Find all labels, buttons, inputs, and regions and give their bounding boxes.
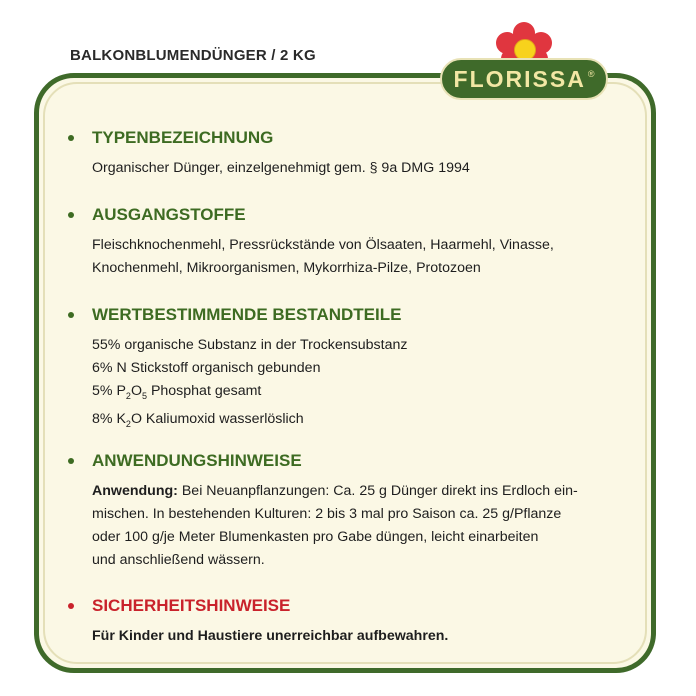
registered-mark: ®	[587, 69, 595, 79]
section-body	[92, 625, 638, 648]
k2o-line: 8% $K_2O$ Kaliumoxid wasserlöslich	[92, 410, 304, 429]
bullet-dot-icon	[68, 312, 74, 318]
body-line: und anschließend wässern.	[92, 552, 265, 568]
section-wertbestimmende-bestandteile	[68, 305, 638, 436]
bullet-dot-icon	[68, 603, 74, 609]
body-line: Organischer Dünger, einzelgenehmigt gem. § 9a DMG 1994	[92, 160, 470, 176]
section-body	[92, 480, 638, 572]
heading-text: ANWENDUNGSHINWEISE	[92, 451, 302, 470]
heading-text: SICHERHEITSHINWEISE	[92, 596, 291, 615]
product-title: BALKONBLUMENDÜNGER / 2 KG	[70, 47, 316, 64]
bullet-dot-icon	[68, 135, 74, 141]
brand-badge	[440, 58, 608, 100]
bullet-dot-icon	[68, 212, 74, 218]
section-heading	[68, 305, 638, 325]
bullet-dot-icon	[68, 458, 74, 464]
section-heading	[68, 205, 638, 225]
section-typenbezeichnung	[68, 128, 638, 180]
section-anwendungshinweise	[68, 451, 638, 572]
anwendung-label: Anwendung:	[92, 483, 178, 499]
body-line: 6% N Stickstoff organisch gebunden	[92, 360, 321, 376]
body-line: mischen. In bestehenden Kulturen: 2 bis 3 mal pro Saison ca. 25 g/Pflanze	[92, 506, 562, 522]
section-heading	[68, 451, 638, 471]
body-line: 55% organische Substanz in der Trockensubstanz	[92, 337, 408, 353]
body-line: oder 100 g/je Meter Blumenkasten pro Gabe düngen, leicht einarbeiten	[92, 529, 539, 545]
section-heading	[68, 128, 638, 148]
body-line: Fleischknochenmehl, Pressrückstände von Ölsaaten, Haarmehl, Vinasse,	[92, 237, 554, 253]
section-body	[92, 334, 638, 436]
heading-text: AUSGANGSTOFFE	[92, 205, 246, 224]
section-body	[92, 234, 638, 280]
brand-name: FLORISSA	[453, 65, 586, 92]
heading-text: WERTBESTIMMENDE BESTANDTEILE	[92, 305, 402, 324]
body-line: Knochenmehl, Mikroorganismen, Mykorrhiza-Pilze, Protozoen	[92, 260, 481, 276]
body-line: Anwendung: Bei Neuanpflanzungen: Ca. 25 g Dünger direkt ins Erdloch ein-	[92, 483, 578, 499]
section-ausgangstoffe	[68, 205, 638, 280]
body-line: Für Kinder und Haustiere unerreichbar aufbewahren.	[92, 628, 449, 644]
p2o5-line: 5% $P_2O_5$ Phosphat gesamt	[92, 383, 262, 401]
florissa-logo	[440, 22, 610, 104]
heading-text: TYPENBEZEICHNUNG	[92, 128, 274, 147]
section-sicherheitshinweise	[68, 596, 638, 648]
section-heading	[68, 596, 638, 616]
section-body	[92, 157, 638, 180]
